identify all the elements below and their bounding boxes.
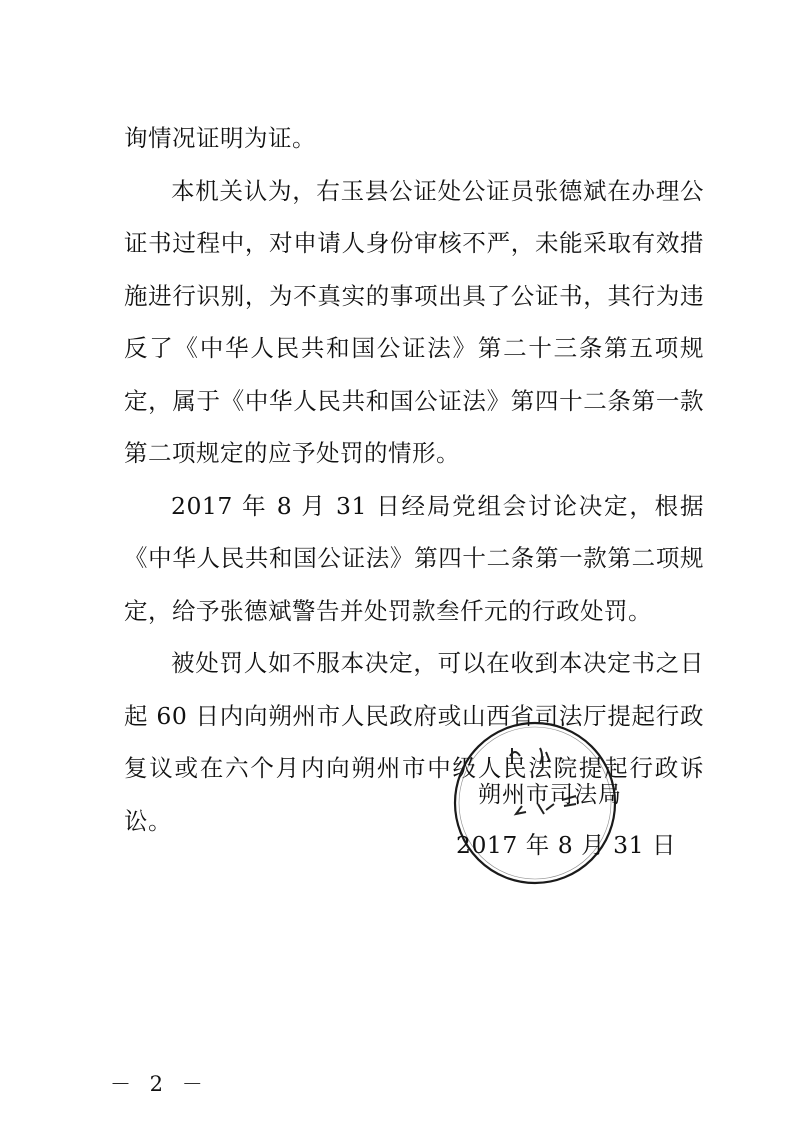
- seal-area: [450, 718, 690, 908]
- paragraph-continuation: 询情况证明为证。: [124, 124, 316, 152]
- paragraph-decision: 2017 年 8 月 31 日经局党组会讨论决定，根据《中华人民共和国公证法》第四十二条第一款第二项规定，给予张德斌警告并处罚款叁仟元的行政处罚。: [124, 491, 704, 625]
- page-number: － 2 －: [110, 1072, 209, 1096]
- paragraph-appeal-rights: 被处罚人如不服本决定，可以在收到本决定书之日起 60 日内向朔州市人民政府或山西省司法厅提起行政复议或在六个月内向朔州市中级人民法院提起行政诉讼。: [124, 649, 704, 835]
- paragraph-finding: 本机关认为，右玉县公证处公证员张德斌在办理公证书过程中，对申请人身份审核不严，未能采取有效措施进行识别，为不真实的事项出具了公证书，其行为违反了《中华人民共和国公证法》第二十三条第五项规定，属于《中华人民共和国公证法》第四十二条第一款第二项规定的应予处罚的情形。: [124, 176, 704, 467]
- issue-date: 2017 年 8 月 31 日: [456, 831, 677, 859]
- issuer-name: 朔州市司法局: [478, 782, 622, 808]
